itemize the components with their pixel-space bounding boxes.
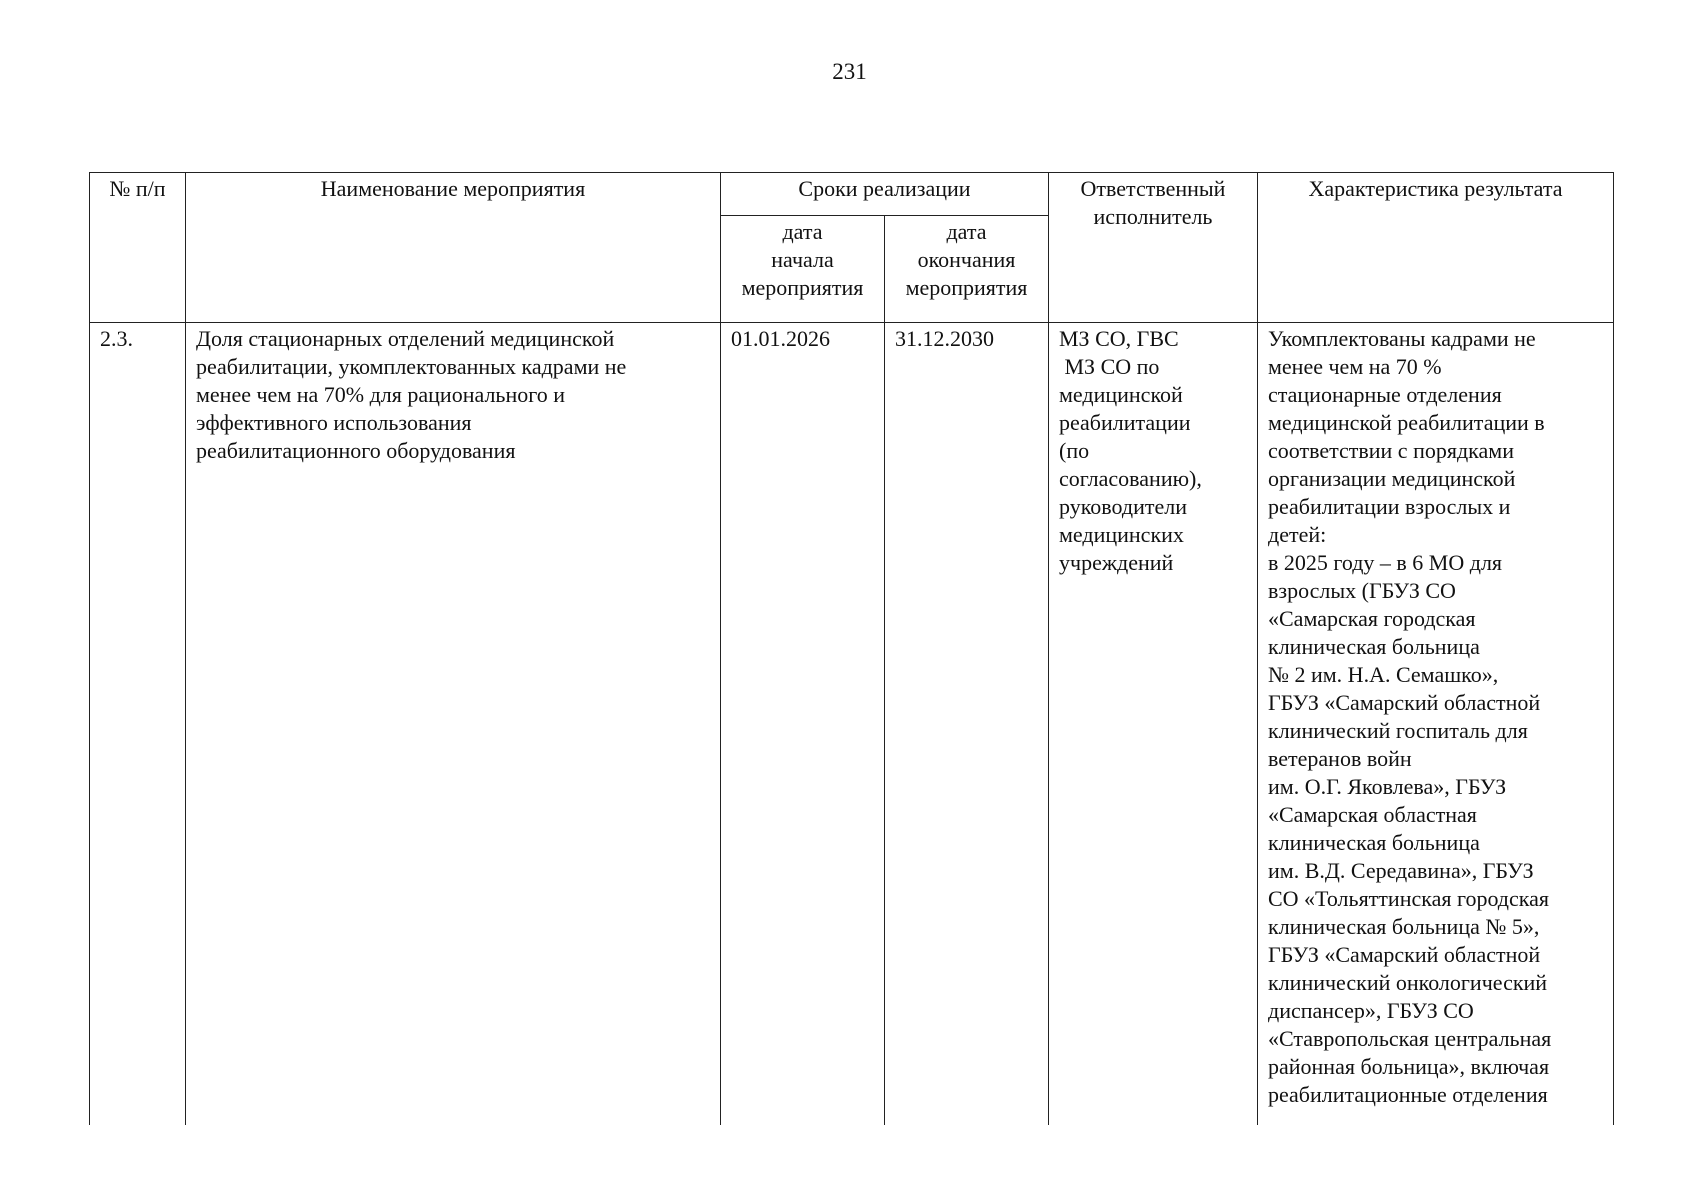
header-number: № п/п xyxy=(90,173,186,323)
page-number: 231 xyxy=(832,59,867,84)
header-activity-name: Наименование мероприятия xyxy=(186,173,721,323)
row-responsible-executor: МЗ СО, ГВС МЗ СО по медицинской реабилитации (по согласованию), руководители медицинских учреждений xyxy=(1049,323,1258,1126)
row-activity-name: Доля стационарных отделений медицинской реабилитации, укомплектованных кадрами не менее чем на 70% для рационального и эффективного использования реабилитационного оборудования xyxy=(186,323,721,1126)
header-result-description: Характеристика результата xyxy=(1258,173,1614,323)
row-start-date: 01.01.2026 xyxy=(721,323,885,1126)
header-responsible-executor: Ответственный исполнитель xyxy=(1049,173,1258,323)
header-start-date: дата начала мероприятия xyxy=(721,216,885,323)
row-end-date: 31.12.2030 xyxy=(885,323,1049,1126)
activities-table xyxy=(89,172,1614,1125)
table-row xyxy=(90,323,1614,1126)
header-implementation-period: Сроки реализации xyxy=(721,173,1049,216)
row-result-description: Укомплектованы кадрами не менее чем на 70 % стационарные отделения медицинской реабилитации в соответствии с порядками организации медицинской реабилитации взрослых и детей: в 2025 году – в 6 МО для взрослых (ГБУЗ СО «Самарская городская клиническая больница № 2 им. Н.А. Семашко», ГБУЗ «Самарский областной клинический госпиталь для ветеранов войн им. О.Г. Яковлева», ГБУЗ «Самарская областная клиническая больница им. В.Д. Середавина», ГБУЗ СО «Тольяттинская городская клиническая больница № 5», ГБУЗ «Самарский областной клинический онкологический диспансер», ГБУЗ СО «Ставропольская центральная районная больница», включая реабилитационные отделения xyxy=(1258,323,1614,1126)
header-end-date: дата окончания мероприятия xyxy=(885,216,1049,323)
row-number: 2.3. xyxy=(90,323,186,1126)
